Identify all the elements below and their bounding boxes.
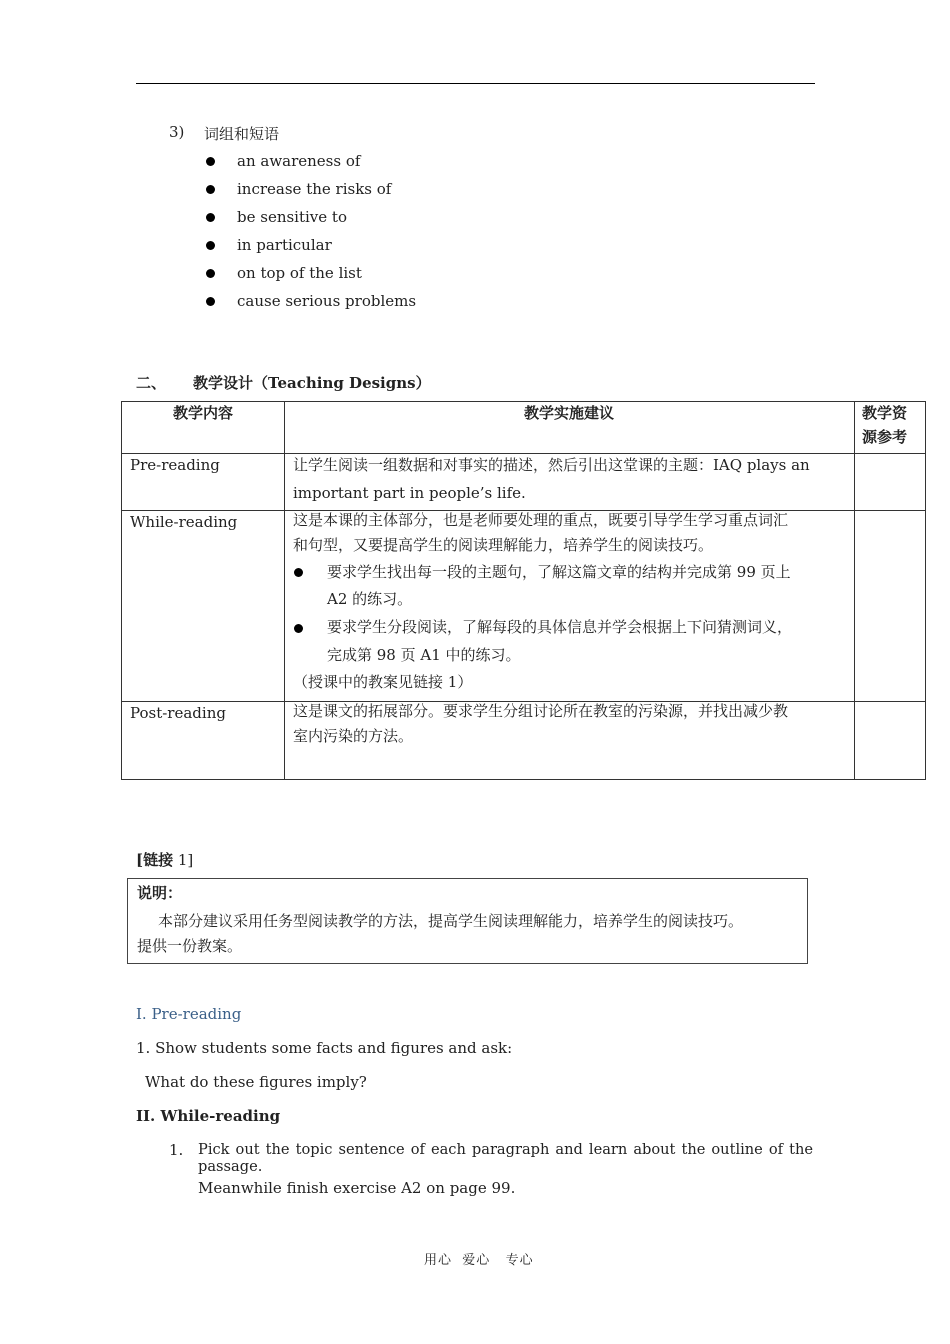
phrase-item: on top of the list (237, 264, 362, 282)
header-suggestion: 教学实施建议 (523, 404, 614, 422)
row-bullet-line: 要求学生找出每一段的主题句，了解这篇文章的结构并完成第 99 页上 (327, 563, 791, 581)
pre-reading-heading: I. Pre-reading (136, 1005, 242, 1023)
phrase-item: cause serious problems (237, 292, 417, 310)
phrases-number: 3) (169, 123, 185, 141)
bullet-icon (294, 568, 303, 577)
bullet-icon (206, 157, 215, 166)
link-label-num: 1] (173, 851, 194, 869)
table-col-divider (284, 402, 285, 779)
while-reading-heading: II. While-reading (136, 1107, 281, 1125)
header-resource-line1: 教学资 (862, 404, 908, 422)
link-label-bold: [链接 (136, 851, 174, 869)
row-suggestion-line: 这是课文的拓展部分。要求学生分组讨论所在教室的污染源，并找出减少教 (293, 702, 789, 720)
while-reading-line: Meanwhile finish exercise A2 on page 99. (198, 1179, 516, 1197)
row-bullet-line: 完成第 98 页 A1 中的练习。 (327, 646, 521, 664)
note-line: 提供一份教案。 (137, 937, 243, 955)
bullet-icon (206, 213, 215, 222)
row-suggestion-line: important part in people’s life. (293, 484, 526, 502)
row-link-note: （授课中的教案见链接 1） (293, 673, 473, 691)
row-bullet-line: A2 的练习。 (327, 590, 413, 608)
row-stage-while-reading: While-reading (130, 513, 238, 531)
row-suggestion-line: 室内污染的方法。 (293, 727, 414, 745)
note-box (127, 878, 808, 964)
phrases-heading: 词组和短语 (204, 125, 280, 143)
row-suggestion-line: 和句型，又要提高学生的阅读理解能力，培养学生的阅读技巧。 (293, 536, 714, 554)
phrase-item: in particular (237, 236, 332, 254)
note-title: 说明： (137, 884, 183, 902)
section2-number: 二、 (136, 374, 167, 392)
table-col-divider (854, 402, 855, 779)
row-stage-pre-reading: Pre-reading (130, 456, 220, 474)
header-content: 教学内容 (172, 404, 233, 422)
link-label (136, 849, 193, 870)
while-reading-number: 1. (169, 1141, 184, 1159)
bullet-icon (206, 269, 215, 278)
bullet-icon (206, 241, 215, 250)
page-footer: 用心 爱心 专心 (424, 1253, 534, 1268)
bullet-icon (206, 185, 215, 194)
row-stage-post-reading: Post-reading (130, 704, 226, 722)
section2-title: 教学设计（Teaching Designs） (193, 374, 431, 392)
header-rule (136, 83, 815, 84)
bullet-icon (206, 297, 215, 306)
pre-reading-step: 1. Show students some facts and figures and ask: (136, 1039, 513, 1057)
note-line: 本部分建议采用任务型阅读教学的方法，提高学生阅读理解能力，培养学生的阅读技巧。 (158, 912, 744, 930)
teaching-design-table (121, 401, 926, 780)
row-bullet-line: 要求学生分段阅读，了解每段的具体信息并学会根据上下问猜测词义， (327, 618, 793, 636)
phrase-item: be sensitive to (237, 208, 347, 226)
pre-reading-question: What do these figures imply? (145, 1073, 367, 1091)
row-suggestion-line: 让学生阅读一组数据和对事实的描述，然后引出这堂课的主题：IAQ plays an (293, 456, 810, 474)
header-resource-line2: 源参考 (862, 428, 908, 446)
while-reading-line: Pick out the topic sentence of each paragraph and learn about the outline of the passage. (198, 1141, 813, 1175)
row-suggestion-line: 这是本课的主体部分，也是老师要处理的重点，既要引导学生学习重点词汇 (293, 511, 789, 529)
phrase-item: an awareness of (237, 152, 361, 170)
phrase-item: increase the risks of (237, 180, 392, 198)
bullet-icon (294, 624, 303, 633)
